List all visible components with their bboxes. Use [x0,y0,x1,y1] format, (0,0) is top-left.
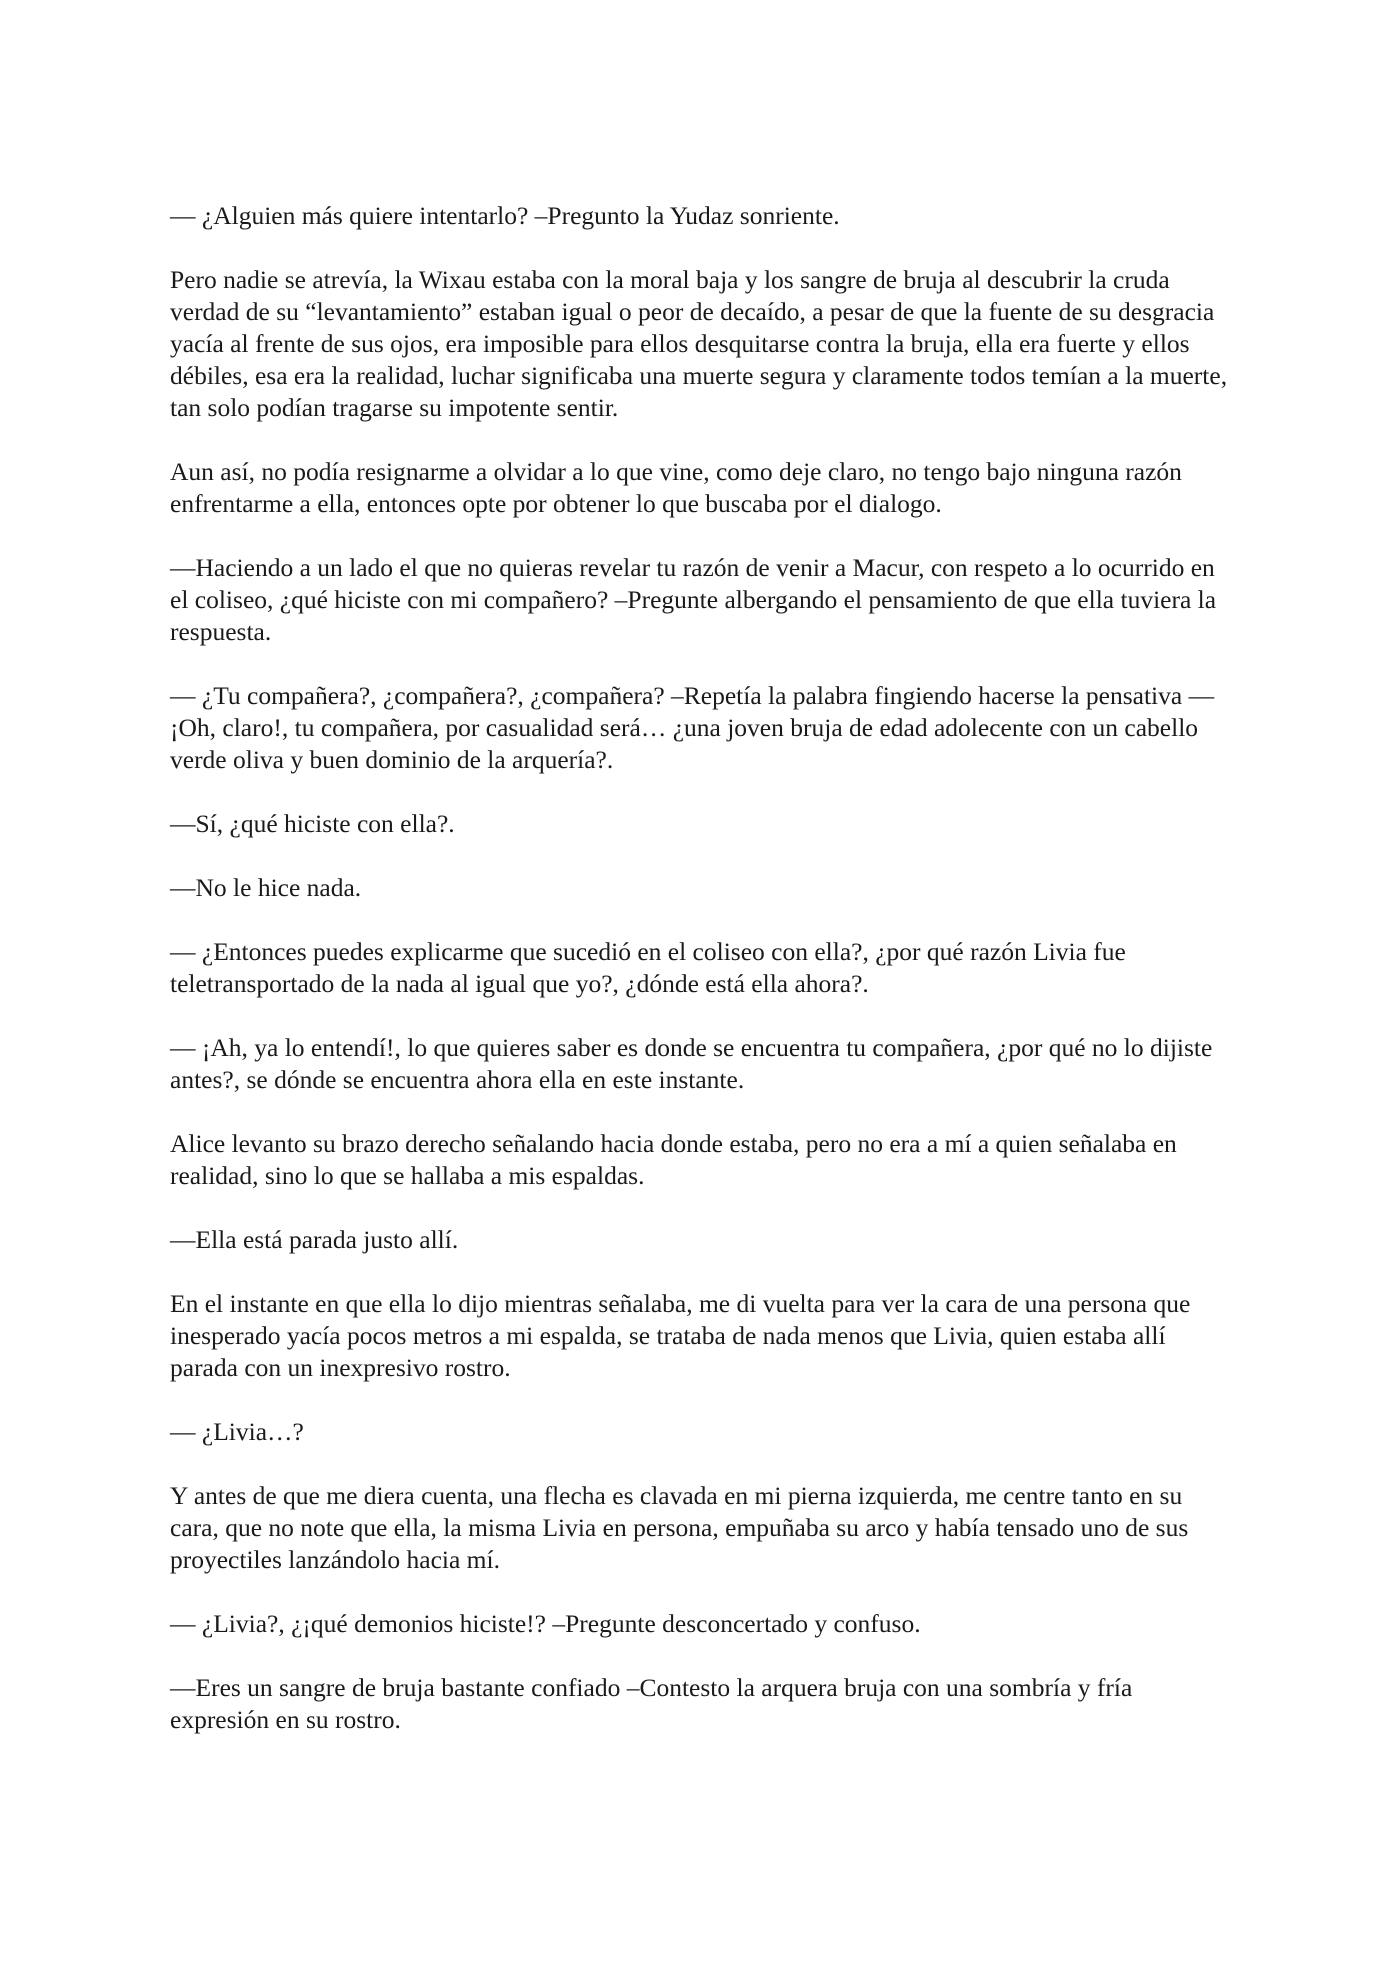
paragraph: Pero nadie se atrevía, la Wixau estaba con la moral baja y los sangre de bruja al descubrir la cruda verdad de su “levantamiento” estaban igual o peor de decaído, a pesar de que la fuente de su desgracia yacía al frente de sus ojos, era imposible para ellos desquitarse contra la bruja, ella era fuerte y ellos débiles, esa era la realidad, luchar significaba una muerte segura y claramente todos temían a la muerte, tan solo podían tragarse su impotente sentir. [170,265,1228,422]
paragraph: — ¿Tu compañera?, ¿compañera?, ¿compañera? –Repetía la palabra fingiendo hacerse la pensativa — ¡Oh, claro!, tu compañera, por casualidad será… ¿una joven bruja de edad adolecente con un cabello verde oliva y buen dominio de la arquería?. [170,681,1215,774]
paragraph: — ¿Livia?, ¿¡qué demonios hiciste!? –Pregunte desconcertado y confuso. [170,1609,921,1638]
paragraph: Y antes de que me diera cuenta, una flecha es clavada en mi pierna izquierda, me centre tanto en su cara, que no note que ella, la misma Livia en persona, empuñaba su arco y había tensado uno de sus proyectiles lanzándolo hacia mí. [170,1481,1189,1574]
paragraph: —Sí, ¿qué hiciste con ella?. [170,809,455,838]
paragraph: —Haciendo a un lado el que no quieras revelar tu razón de venir a Macur, con respeto a lo ocurrido en el coliseo, ¿qué hiciste con mi compañero? –Pregunte albergando el pensamiento de que ella tuviera la respuesta. [170,553,1217,646]
paragraph: Alice levanto su brazo derecho señalando hacia donde estaba, pero no era a mí a quien señalaba en realidad, sino lo que se hallaba a mis espaldas. [170,1129,1177,1190]
paragraph: —Ella está parada justo allí. [170,1225,459,1254]
paragraph: En el instante en que ella lo dijo mientras señalaba, me di vuelta para ver la cara de una persona que inesperado yacía pocos metros a mi espalda, se trataba de nada menos que Livia, quien estaba allí parada con un inexpresivo rostro. [170,1289,1191,1382]
paragraph: Aun así, no podía resignarme a olvidar a lo que vine, como deje claro, no tengo bajo ninguna razón enfrentarme a ella, entonces opte por obtener lo que buscaba por el dialogo. [170,457,1182,518]
paragraph: —Eres un sangre de bruja bastante confiado –Contesto la arquera bruja con una sombría y fría expresión en su rostro. [170,1673,1133,1734]
paragraph: — ¡Ah, ya lo entendí!, lo que quieres saber es donde se encuentra tu compañera, ¿por qué no lo dijiste antes?, se dónde se encuentra ahora ella en este instante. [170,1033,1213,1094]
paragraph: —No le hice nada. [170,873,362,902]
paragraph: — ¿Alguien más quiere intentarlo? –Pregunto la Yudaz sonriente. [170,201,840,230]
paragraph: — ¿Entonces puedes explicarme que sucedió en el coliseo con ella?, ¿por qué razón Livia fue teletransportado de la nada al igual que yo?, ¿dónde está ella ahora?. [170,937,1126,998]
paragraph: — ¿Livia…? [170,1417,304,1446]
page-body [170,200,1235,1768]
